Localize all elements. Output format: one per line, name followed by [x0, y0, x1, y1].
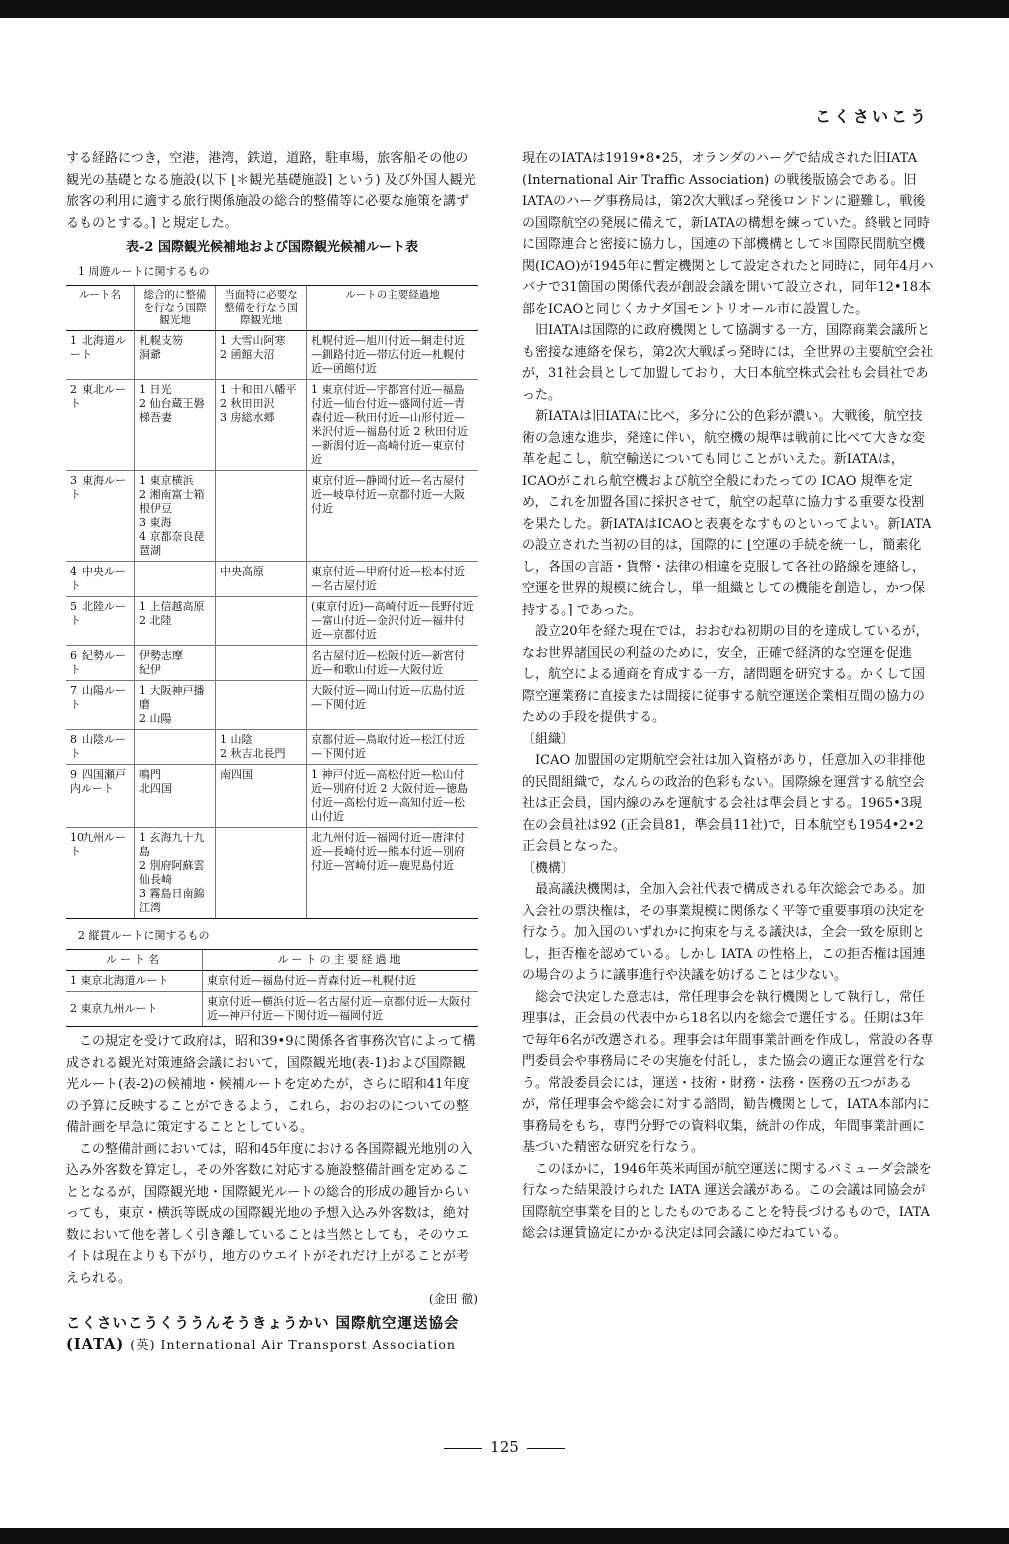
- entry-heading: [66, 1313, 478, 1356]
- comprehensive-site-cell: [135, 827, 216, 918]
- comprehensive-site-cell: [135, 330, 216, 379]
- route-waypoints: 東京付近—静岡付近—名古屋付近—岐阜付近—京都付近—大阪付近: [307, 470, 479, 561]
- comprehensive-site-cell: [135, 470, 216, 561]
- table-row: [66, 645, 478, 680]
- route-waypoints: 札幌付近—旭川付近—網走付近—釧路付近—帯広付近—札幌付近—函館付近: [307, 330, 479, 379]
- comprehensive-site-cell: [135, 729, 216, 764]
- table-header: 当面特に必要な整備を行なう国際観光地: [216, 286, 307, 331]
- site-name: 1 玄海九十九島: [139, 830, 205, 858]
- priority-site-cell: [216, 729, 307, 764]
- route-name-cell: [66, 645, 135, 680]
- priority-site-cell: [216, 680, 307, 729]
- priority-site-cell: [216, 330, 307, 379]
- route-waypoints: 東京付近—福島付近—青森付近—札幌付近: [203, 971, 479, 992]
- entry-heading-jp: こくさいこうくううんそうきょうかい 国際航空運送協会(IATA): [66, 1314, 460, 1353]
- site-name: 2 函館大沼: [220, 347, 275, 361]
- route-number: 1: [70, 333, 77, 347]
- site-name: 3 霧島日南錦江湾: [139, 886, 205, 914]
- site-name: 鳴門: [139, 767, 161, 781]
- paragraph: ICAO 加盟国の定期航空会社は加入資格があり，任意加入の非排他的民間組織で，なんらの政治的色彩もない。国際線を運営する航空会社は正会員，国内線のみを運航する会社は準会員とする。1965•3現在の会員社は92 (正会員81，準会員11社)で，日本航空も1954•2•2正会員となった。: [522, 753, 926, 854]
- table-row: [66, 561, 478, 596]
- table1-subtitle: 1 周遊ルートに関するもの: [78, 264, 210, 278]
- table-row: [66, 379, 478, 470]
- page-number-text: 125: [490, 1438, 519, 1456]
- table-row: [66, 470, 478, 561]
- paragraph: このほかに，1946年英米両国が航空運送に関するバミューダ会談を行なった結果設けられた IATA 運送会議がある。この会議は同協会が国際航空事業を目的としたものであることを特長づけるもので，IATA総会は運賃協定にかかる決定は同会議にゆだねている。: [522, 1161, 932, 1241]
- route-waypoints: 京都付近—鳥取付近—松江付近—下関付近: [307, 729, 479, 764]
- route-name: 2 東京九州ルート: [66, 992, 203, 1027]
- route-number: 10: [70, 830, 84, 844]
- paragraph: この規定を受けて政府は，昭和39•9に関係各省事務次官によって構成される観光対策連絡会議において，国際観光地(表-1)および国際観光ルート(表-2)の候補地・候補ルートを定めたが，さらに昭和41年度の予算に反映することができるよう，これら，おのおのについての整備計画を早急に策定することとしている。: [66, 1034, 476, 1135]
- table-row: [66, 827, 478, 918]
- paragraph: この整備計画においては，昭和45年度における各国際観光地別の入込み外客数を算定し，その外客数に対応する施設整備計画を定めることとなるが，国際観光地・国際観光ルートの総合的形成の趣旨からいっても，東京・横浜等既成の国際観光地の予想入込み外客数は，絶対数において他を著しく引き離していることは当然としても，そのウエイトは現在よりも下がり，地方のウエイトがそれだけ上がることが考えられる。: [66, 1141, 473, 1286]
- table-row: [66, 596, 478, 645]
- route-name: 北陸ルート: [70, 599, 126, 627]
- table-row: [66, 992, 478, 1027]
- table-row: [66, 729, 478, 764]
- route-number: 5: [70, 599, 77, 613]
- comprehensive-site-cell: [135, 680, 216, 729]
- comprehensive-site-cell: [135, 645, 216, 680]
- site-name: 南四国: [220, 767, 253, 781]
- table-header: 総合的に整備を行なう国際観光地: [135, 286, 216, 331]
- route-name-cell: [66, 827, 135, 918]
- top-border-bar: [0, 0, 1009, 18]
- route-name: 四国瀬戸内ルート: [70, 767, 126, 795]
- route-number: 7: [70, 683, 77, 697]
- route-number: 9: [70, 767, 77, 781]
- site-name: 1 大阪神戸播磨: [139, 683, 205, 711]
- route-waypoints: 大阪付近—岡山付近—広島付近—下関付近: [307, 680, 479, 729]
- paragraph: 設立20年を経た現在では，おおむね初期の目的を達成しているが，なお世界諸国民の利益のために，安全，正確で経済的な空運を促進し，航空による通商を育成する一方，諸問題を研究する。かくして国際空運業務に直接または間接に従事する航空運送企業相互間の協力のための手段を提供する。: [522, 624, 929, 725]
- site-name: 1 日光: [139, 382, 172, 396]
- comprehensive-site-cell: [135, 596, 216, 645]
- section-heading: 〔組織〕: [522, 731, 575, 747]
- entry-heading-en: (英) International Air Transporst Association: [130, 1337, 456, 1352]
- paragraph: する経路につき，空港，港湾，鉄道，道路，駐車場，旅客船その他の観光の基礎となる施設(以下 ⌊＊観光基礎施設⌉ という) 及び外国人観光旅客の利用に適する旅行関係施設の総合的整備等に必要な施策を講ずるものとする。⌉ と規定した。: [66, 151, 476, 231]
- route-name-cell: [66, 729, 135, 764]
- site-name: 2 仙台蔵王磐梯吾妻: [139, 396, 205, 424]
- bottom-border-bar: [0, 1528, 1009, 1544]
- site-name: 1 東京横浜: [139, 473, 194, 487]
- left-column: [66, 148, 478, 1356]
- site-name: 伊勢志摩: [139, 648, 183, 662]
- route-number: 3: [70, 473, 77, 487]
- routes-table: [66, 285, 478, 919]
- site-name: 1 大雪山阿寒: [220, 333, 286, 347]
- priority-site-cell: [216, 470, 307, 561]
- paragraph: 旧IATAは国際的に政府機関として協調する一方，国際商業会議所とも密接な連絡を保ち，第2次大戦ぼっ発時には，全世界の主要航空会社が，31社会員として加盟しており，大日本航空株式会社も会員社であった。: [522, 323, 934, 403]
- site-name: 1 上信越高原: [139, 599, 205, 613]
- table-header: ルート名: [66, 950, 203, 971]
- table1-caption: 表-2 国際観光候補地および国際観光候補ルート表: [126, 240, 418, 255]
- priority-site-cell: [216, 827, 307, 918]
- route-name-cell: [66, 330, 135, 379]
- route-name-cell: [66, 596, 135, 645]
- site-name: 2 別府阿蘇雲仙長崎: [139, 858, 205, 886]
- comprehensive-site-cell: [135, 561, 216, 596]
- route-name: 中央ルート: [70, 564, 126, 592]
- site-name: 3 東海: [139, 515, 172, 529]
- route-name: 紀勢ルート: [70, 648, 126, 676]
- site-name: 北四国: [139, 781, 172, 795]
- site-name: 中央高原: [220, 564, 264, 578]
- comprehensive-site-cell: [135, 379, 216, 470]
- route-waypoints: 1 神戸付近—高松付近—松山付近—別府付近 2 大阪付近—徳島付近—高松付近—高知付近—松山付近: [307, 764, 479, 827]
- route-name: 山陽ルート: [70, 683, 126, 711]
- author-signature: (金田 徹): [428, 1292, 478, 1306]
- site-name: 洞爺: [139, 347, 161, 361]
- route-name-cell: [66, 561, 135, 596]
- priority-site-cell: [216, 645, 307, 680]
- table-header: ルートの主要経過地: [307, 286, 479, 331]
- site-name: 3 房総水郷: [220, 410, 275, 424]
- priority-site-cell: [216, 596, 307, 645]
- route-waypoints: (東京付近)—高崎付近—長野付近—富山付近—金沢付近—福井付近—京都付近: [307, 596, 479, 645]
- route-name-cell: [66, 764, 135, 827]
- table2-subtitle: 2 縦貫ルートに関するもの: [78, 928, 210, 942]
- route-name-cell: [66, 379, 135, 470]
- route-waypoints: 北九州付近—福岡付近—唐津付近—長崎付近—熊本付近—別府付近—宮崎付近—鹿児島付近: [307, 827, 479, 918]
- route-waypoints: 東京付近—横浜付近—名古屋付近—京都付近—大阪付近—神戸付近—下関付近—福岡付近: [203, 992, 479, 1027]
- right-column: [522, 148, 934, 1245]
- site-name: 札幌支笏: [139, 333, 183, 347]
- priority-site-cell: [216, 379, 307, 470]
- page-number: [0, 1438, 1009, 1456]
- trunk-routes-table: [66, 949, 478, 1027]
- site-name: 2 秋吉北長門: [220, 746, 286, 760]
- comprehensive-site-cell: [135, 764, 216, 827]
- site-name: 紀伊: [139, 662, 161, 676]
- paragraph: 新IATAは旧IATAに比べ，多分に公的色彩が濃い。大戦後，航空技術の急速な進歩，発達に伴い，航空機の規準は戦前に比べて大きな変革を起こし，航空輸送についても同じことがいえた。新IATAは，ICAOがこれら航空機および航空全般にわたっての ICAO 規準を定め，これを加盟各国に採択させて，航空の起草に協力する重要な役割を果たした。新IATAはICAOと表裏をなすものといってよい。新IATAの設立された当初の目的は，国際的に ⌊空運の手続を統一し，簡素化し，各国の言語・貨幣・法律の相違を克服して各社の路線を連絡し，空運を世界的規模に統合し，単一組織としての機能を創造し，かつ保持する。⌉ であった。: [522, 409, 932, 618]
- route-name: 九州ルート: [70, 830, 126, 858]
- table-row: [66, 971, 478, 992]
- site-name: 2 湘南富士箱根伊豆: [139, 487, 205, 515]
- paragraph: 現在のIATAは1919•8•25，オランダのハーグで結成された旧IATA (International Air Traffic Association) の戦後版協会である。旧IATAのハーグ事務局は，第2次大戦ぼっ発後ロンドンに避難し，戦後の国際航空の発展に備えて，新IATAの構想を練っていた。終戦と同時に国際連合と密接に協力し，国連の下部機構として＊国際民間航空機関(ICAO)が1945年に暫定機関として設定されたと同時に，同年4月ハバナで31箇国の関係代表が創設会議を開いて設立され，同年12•18本部をICAOと同じくカナダ国モントリオール市に設置した。: [522, 151, 934, 317]
- site-name: 1 十和田八幡平: [220, 382, 297, 396]
- priority-site-cell: [216, 561, 307, 596]
- route-number: 8: [70, 732, 77, 746]
- table-row: [66, 330, 478, 379]
- route-waypoints: 名古屋付近—松阪付近—新宮付近—和歌山付近—大阪付近: [307, 645, 479, 680]
- route-number: 2: [70, 382, 77, 396]
- site-name: 2 北陸: [139, 613, 172, 627]
- route-name: 北海道ルート: [70, 333, 126, 361]
- site-name: 4 京都奈良琵琶湖: [139, 529, 205, 557]
- route-number: 6: [70, 648, 77, 662]
- route-waypoints: 東京付近—甲府付近—松本付近—名古屋付近: [307, 561, 479, 596]
- route-name: 東北ルート: [70, 382, 126, 410]
- route-name-cell: [66, 470, 135, 561]
- table-row: [66, 764, 478, 827]
- paragraph: 総会で決定した意志は，常任理事会を執行機関として執行し，常任理事は，正会員の代表中から18名以内を総会で選任する。任期は3年で毎年6名が改選される。理事会は年間事業計画を作成し，常設の各専門委員会や事務局にその実施を付託し，また協会の適正な運営を行なう。常設委員会には，運送・技術・財務・法務・医務の五つがあるが，常任理事会や総会に対する諮問，勧告機関として，IATA本部内に事務局をもち，専門分野での資料収集，統計の作成，年間事業計画に基づいた精密な研究を行なう。: [522, 989, 934, 1155]
- route-name-cell: [66, 680, 135, 729]
- route-name: 東海ルート: [70, 473, 126, 501]
- priority-site-cell: [216, 764, 307, 827]
- section-heading: 〔機構〕: [522, 860, 575, 876]
- paragraph: 最高議決機関は，全加入会社代表で構成される年次総会である。加入会社の票決権は，その事業規模に関係なく平等で重要事項の決定を行なう。加入国のいずれかに拘束を与える議決は，全会一致を原則とし，拒否権を認めている。しかし IATA の性格上，この拒否権は国連の場合のように議事進行や決議を妨げることは少ない。: [522, 882, 926, 983]
- running-head: こくさいこう: [814, 107, 929, 126]
- site-name: 2 秋田田沢: [220, 396, 275, 410]
- route-name: 1 東京北海道ルート: [66, 971, 203, 992]
- site-name: 2 山陽: [139, 711, 172, 725]
- site-name: 1 山陰: [220, 732, 253, 746]
- table-row: [66, 680, 478, 729]
- table-header: ルートの主要経過地: [203, 950, 479, 971]
- table-header: ルート名: [66, 286, 135, 331]
- route-waypoints: 1 東京付近—宇都宮付近—福島付近—仙台付近—盛岡付近—青森付近—秋田付近—山形付近—米沢付近—福島付近 2 秋田付近—新潟付近—高崎付近—東京付近: [307, 379, 479, 470]
- route-name: 山陰ルート: [70, 732, 126, 760]
- route-number: 4: [70, 564, 77, 578]
